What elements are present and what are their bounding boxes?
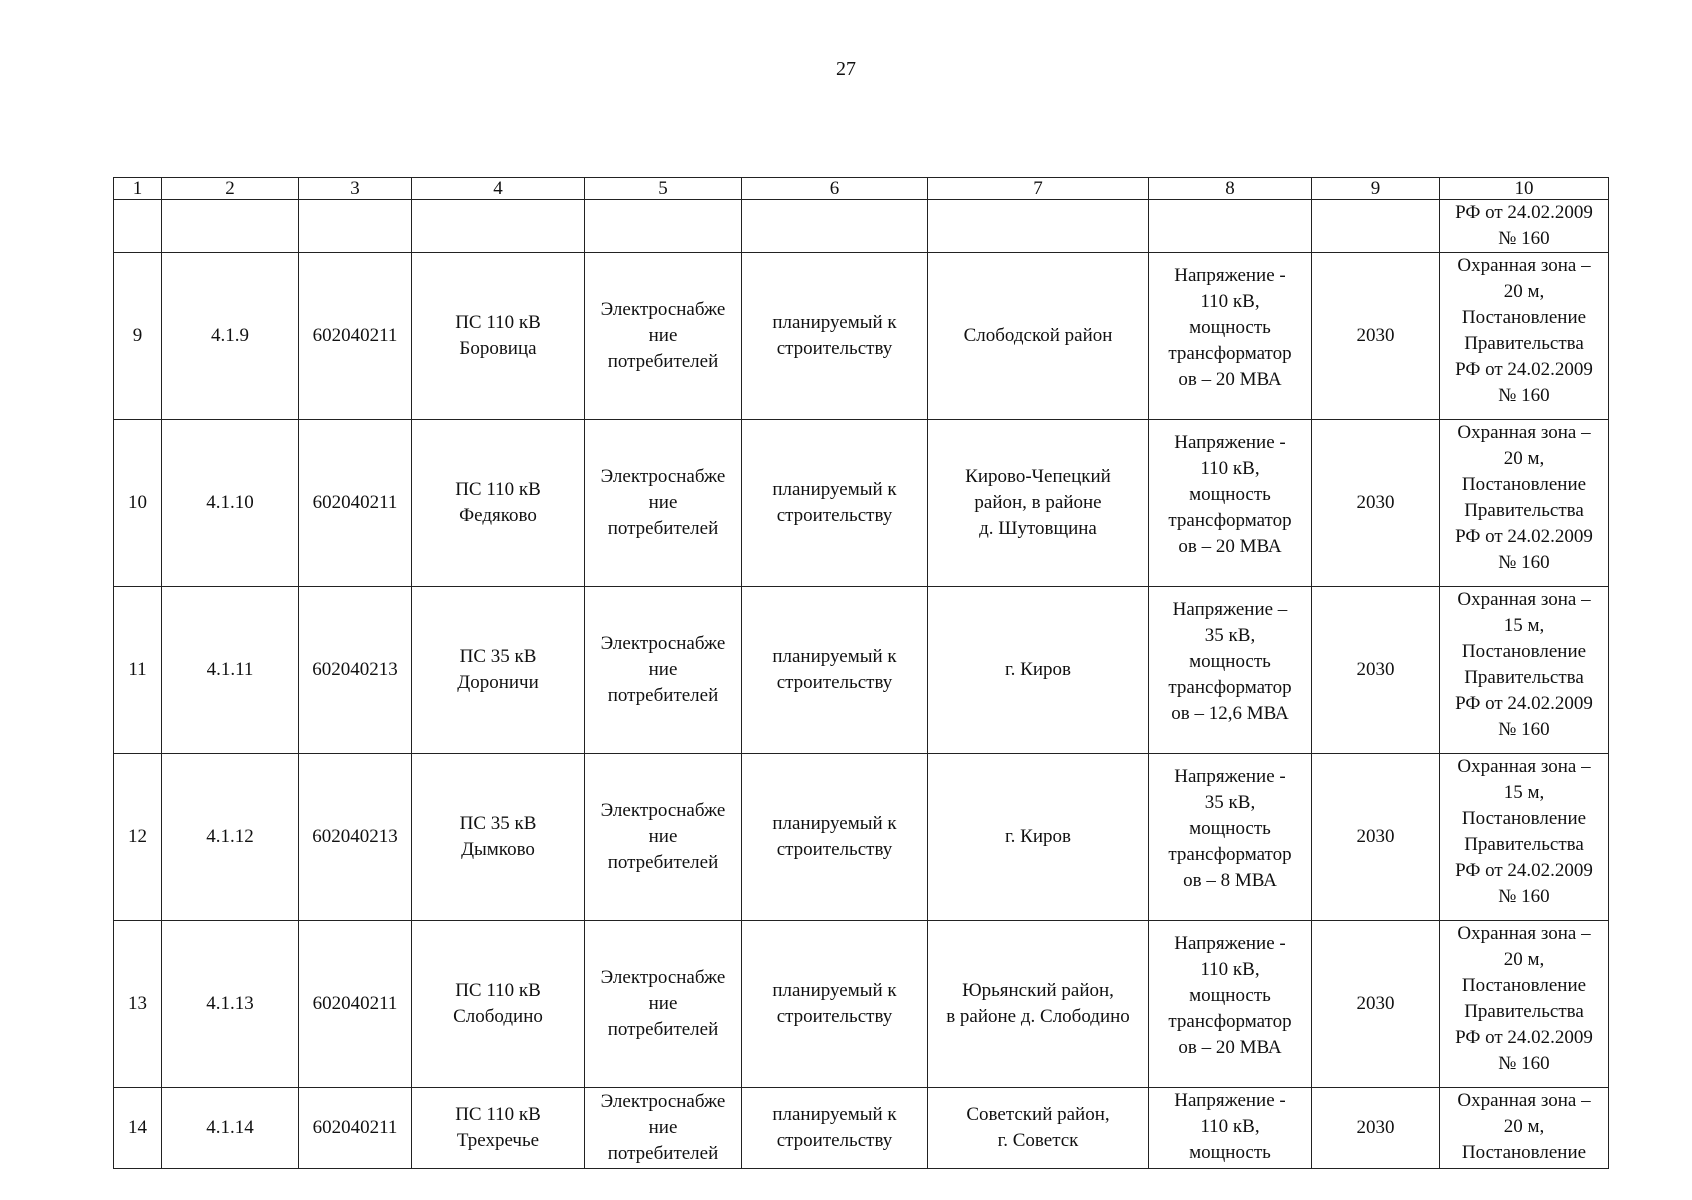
location-cell: Юрьянский район, в районе д. Слободино bbox=[928, 921, 1149, 1088]
column-number: 6 bbox=[742, 178, 928, 200]
protection-zone-cell: Охранная зона – 20 м, Постановление bbox=[1440, 1088, 1609, 1169]
purpose-cell: Электроснабже ние потребителей bbox=[585, 921, 742, 1088]
table-cell bbox=[742, 200, 928, 253]
column-number: 9 bbox=[1312, 178, 1440, 200]
year-cell: 2030 bbox=[1312, 921, 1440, 1088]
table-row bbox=[114, 1088, 1609, 1169]
column-number: 10 bbox=[1440, 178, 1609, 200]
location-cell: г. Киров bbox=[928, 754, 1149, 921]
purpose-cell: Электроснабже ние потребителей bbox=[585, 587, 742, 754]
page-number: 27 bbox=[836, 58, 856, 80]
table-row bbox=[114, 253, 1609, 420]
status-cell: планируемый к строительству bbox=[742, 921, 928, 1088]
protection-zone-cell: Охранная зона – 15 м, Постановление Правительства РФ от 24.02.2009 № 160 bbox=[1440, 754, 1609, 921]
row-number-cell: 13 bbox=[114, 921, 162, 1088]
column-number: 1 bbox=[114, 178, 162, 200]
year-cell: 2030 bbox=[1312, 253, 1440, 420]
protection-zone-cell: Охранная зона – 20 м, Постановление Правительства РФ от 24.02.2009 № 160 bbox=[1440, 921, 1609, 1088]
year-cell: 2030 bbox=[1312, 420, 1440, 587]
purpose-cell: Электроснабже ние потребителей bbox=[585, 1088, 742, 1169]
location-cell: Советский район, г. Советск bbox=[928, 1088, 1149, 1169]
object-code-cell: 602040213 bbox=[299, 587, 412, 754]
column-number: 7 bbox=[928, 178, 1149, 200]
purpose-cell: Электроснабже ние потребителей bbox=[585, 420, 742, 587]
table-row bbox=[114, 587, 1609, 754]
row-number-cell: 14 bbox=[114, 1088, 162, 1169]
object-code-cell: 602040211 bbox=[299, 420, 412, 587]
column-number: 4 bbox=[412, 178, 585, 200]
object-name-cell: ПС 35 кВ Дымково bbox=[412, 754, 585, 921]
year-cell: 2030 bbox=[1312, 587, 1440, 754]
year-cell: 2030 bbox=[1312, 754, 1440, 921]
register-table bbox=[113, 177, 1609, 1169]
object-name-cell: ПС 110 кВ Слободино bbox=[412, 921, 585, 1088]
protection-zone-cell: Охранная зона – 15 м, Постановление Правительства РФ от 24.02.2009 № 160 bbox=[1440, 587, 1609, 754]
protection-zone-cell: Охранная зона – 20 м, Постановление Правительства РФ от 24.02.2009 № 160 bbox=[1440, 420, 1609, 587]
characteristics-cell: Напряжение - 110 кВ, мощность трансформатор ов – 20 МВА bbox=[1149, 420, 1312, 587]
year-cell: 2030 bbox=[1312, 1088, 1440, 1169]
characteristics-cell: Напряжение - 35 кВ, мощность трансформатор ов – 8 МВА bbox=[1149, 754, 1312, 921]
row-number-cell: 9 bbox=[114, 253, 162, 420]
location-cell: г. Киров bbox=[928, 587, 1149, 754]
item-code-cell: 4.1.13 bbox=[162, 921, 299, 1088]
table-row bbox=[114, 420, 1609, 587]
object-name-cell: ПС 110 кВ Боровица bbox=[412, 253, 585, 420]
purpose-cell: Электроснабже ние потребителей bbox=[585, 754, 742, 921]
item-code-cell: 4.1.10 bbox=[162, 420, 299, 587]
row-number-cell: 12 bbox=[114, 754, 162, 921]
table-cell bbox=[1312, 200, 1440, 253]
table-row bbox=[114, 754, 1609, 921]
column-number: 3 bbox=[299, 178, 412, 200]
item-code-cell: 4.1.9 bbox=[162, 253, 299, 420]
status-cell: планируемый к строительству bbox=[742, 587, 928, 754]
object-name-cell: ПС 110 кВ Трехречье bbox=[412, 1088, 585, 1169]
characteristics-cell: Напряжение - 110 кВ, мощность трансформатор ов – 20 МВА bbox=[1149, 253, 1312, 420]
table-cell bbox=[162, 200, 299, 253]
characteristics-cell: Напряжение - 110 кВ, мощность bbox=[1149, 1088, 1312, 1169]
table-cell bbox=[114, 200, 162, 253]
protection-zone-cell: Охранная зона – 20 м, Постановление Правительства РФ от 24.02.2009 № 160 bbox=[1440, 253, 1609, 420]
status-cell: планируемый к строительству bbox=[742, 253, 928, 420]
object-code-cell: 602040211 bbox=[299, 253, 412, 420]
table-cell bbox=[928, 200, 1149, 253]
item-code-cell: 4.1.14 bbox=[162, 1088, 299, 1169]
location-cell: Слободской район bbox=[928, 253, 1149, 420]
table-row bbox=[114, 921, 1609, 1088]
object-code-cell: 602040213 bbox=[299, 754, 412, 921]
column-number: 5 bbox=[585, 178, 742, 200]
column-number: 2 bbox=[162, 178, 299, 200]
location-cell: Кирово-Чепецкий район, в районе д. Шутовщина bbox=[928, 420, 1149, 587]
table-cell bbox=[412, 200, 585, 253]
status-cell: планируемый к строительству bbox=[742, 420, 928, 587]
object-name-cell: ПС 110 кВ Федяково bbox=[412, 420, 585, 587]
item-code-cell: 4.1.12 bbox=[162, 754, 299, 921]
row-number-cell: 10 bbox=[114, 420, 162, 587]
status-cell: планируемый к строительству bbox=[742, 1088, 928, 1169]
object-name-cell: ПС 35 кВ Дороничи bbox=[412, 587, 585, 754]
purpose-cell: Электроснабже ние потребителей bbox=[585, 253, 742, 420]
object-code-cell: 602040211 bbox=[299, 921, 412, 1088]
characteristics-cell: Напряжение – 35 кВ, мощность трансформатор ов – 12,6 МВА bbox=[1149, 587, 1312, 754]
item-code-cell: 4.1.11 bbox=[162, 587, 299, 754]
continuation-row bbox=[114, 200, 1609, 253]
row-number-cell: 11 bbox=[114, 587, 162, 754]
status-cell: планируемый к строительству bbox=[742, 754, 928, 921]
table-cell bbox=[299, 200, 412, 253]
table-cell bbox=[1149, 200, 1312, 253]
protection-zone-cell: РФ от 24.02.2009 № 160 bbox=[1440, 200, 1609, 253]
object-code-cell: 602040211 bbox=[299, 1088, 412, 1169]
column-number-row bbox=[114, 178, 1609, 200]
table-cell bbox=[585, 200, 742, 253]
column-number: 8 bbox=[1149, 178, 1312, 200]
characteristics-cell: Напряжение - 110 кВ, мощность трансформатор ов – 20 МВА bbox=[1149, 921, 1312, 1088]
